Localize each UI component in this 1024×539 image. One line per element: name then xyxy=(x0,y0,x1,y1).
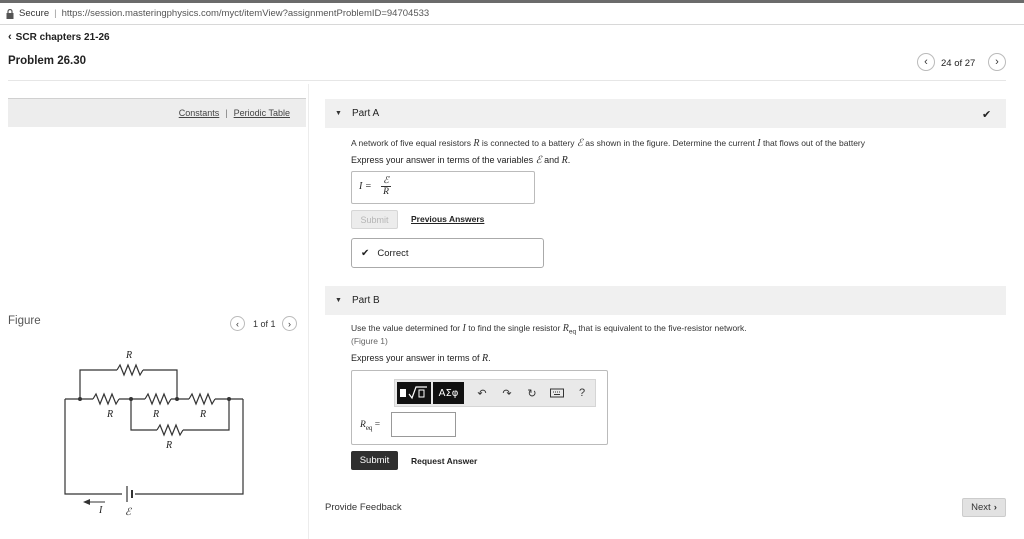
header-divider xyxy=(8,80,1006,81)
radical-icon xyxy=(408,386,428,400)
provide-feedback-link[interactable]: Provide Feedback xyxy=(325,502,402,513)
figure-counter: 1 of 1 xyxy=(253,319,276,329)
resistor-label-r2: R xyxy=(153,409,160,420)
reset-icon[interactable]: ↻ xyxy=(527,387,537,400)
resources-toolbar xyxy=(8,98,306,127)
constants-link[interactable]: Constants xyxy=(178,108,220,118)
templates-button[interactable] xyxy=(397,382,431,404)
secure-label: Secure xyxy=(19,8,50,19)
circuit-node xyxy=(227,397,231,401)
next-button[interactable] xyxy=(962,498,1006,517)
redo-icon[interactable]: ↷ xyxy=(502,387,512,400)
resistor-label-top: R xyxy=(126,350,133,361)
part-a-header[interactable] xyxy=(325,99,1006,128)
correct-feedback xyxy=(351,238,544,268)
chevron-right-icon: › xyxy=(288,318,291,329)
problem-counter: 24 of 27 xyxy=(941,58,976,69)
part-b-header[interactable] xyxy=(325,286,1006,315)
resistor-label-r3: R xyxy=(200,409,207,420)
figure-label: Figure xyxy=(8,315,41,327)
part-a-submit-button: Submit xyxy=(351,210,398,229)
part-a-answer-fraction xyxy=(381,176,391,197)
part-a-answer-label: I = xyxy=(359,181,372,192)
chevron-left-icon: ‹ xyxy=(8,31,12,43)
circuit-wire xyxy=(65,399,122,494)
part-a-answer-box xyxy=(351,171,535,204)
circuit-figure xyxy=(55,340,265,520)
resistor-r2-zigzag xyxy=(145,394,171,404)
part-b-instruction: Express your answer in terms of R. xyxy=(351,353,491,364)
resistor-label-r1: R xyxy=(107,409,114,420)
correct-label: Correct xyxy=(377,247,409,259)
previous-answers-link[interactable]: Previous Answers xyxy=(411,214,485,224)
resistor-r3-zigzag xyxy=(189,394,215,404)
request-answer-link[interactable]: Request Answer xyxy=(411,456,478,466)
circuit-wire xyxy=(135,399,243,494)
chevron-left-icon: ‹ xyxy=(236,318,239,329)
current-label: I xyxy=(99,505,103,516)
chevron-left-icon: ‹ xyxy=(924,56,928,68)
part-b-answer-label: $R_{eq}$ = xyxy=(360,420,381,432)
resistor-top-zigzag xyxy=(117,365,143,375)
circuit-node xyxy=(78,397,82,401)
address-separator: | xyxy=(54,8,57,19)
triangle-down-icon: ▼ xyxy=(335,297,342,304)
panel-divider xyxy=(308,84,309,539)
emf-label: ℰ xyxy=(125,507,132,518)
toolbar-separator: | xyxy=(225,108,228,118)
part-a-title: Part A xyxy=(351,108,380,119)
periodic-table-link[interactable]: Periodic Table xyxy=(233,108,290,118)
lock-icon xyxy=(6,9,14,19)
back-to-assignment-link[interactable] xyxy=(8,31,110,43)
current-arrow-head xyxy=(83,499,90,505)
next-figure-button[interactable] xyxy=(282,316,297,331)
math-toolbar xyxy=(394,379,596,407)
circuit-node xyxy=(129,397,133,401)
template-square-icon xyxy=(400,389,406,397)
chevron-right-icon: › xyxy=(993,502,997,513)
part-a-instruction: Express your answer in terms of the variables ℰ and R. xyxy=(351,155,571,166)
fraction-denominator: R xyxy=(383,187,389,197)
resistor-r1-zigzag xyxy=(93,394,119,404)
resistor-bottom-zigzag xyxy=(157,425,183,435)
previous-figure-button[interactable] xyxy=(230,316,245,331)
help-icon[interactable]: ? xyxy=(578,387,586,399)
checkmark-icon: ✔ xyxy=(982,109,992,121)
previous-problem-button[interactable] xyxy=(917,53,935,71)
assignment-name: SCR chapters 21-26 xyxy=(15,31,110,43)
chevron-right-icon: › xyxy=(995,56,999,68)
next-problem-button[interactable] xyxy=(988,53,1006,71)
checkmark-icon: ✔ xyxy=(361,247,370,259)
part-b-title: Part B xyxy=(351,295,380,306)
address-bar[interactable] xyxy=(0,3,1024,25)
req-answer-input[interactable] xyxy=(391,412,456,437)
resistor-label-bottom: R xyxy=(166,440,173,451)
fraction-numerator: ℰ xyxy=(381,176,391,187)
part-b-question: Use the value determined for I to find the single resistor $R_{eq}$ that is equivalent to the five-resistor network. xyxy=(351,323,747,336)
undo-icon[interactable]: ↶ xyxy=(477,387,487,400)
url-text[interactable]: https://session.masteringphysics.com/myct/itemView?assignmentProblemID=94704533 xyxy=(61,8,430,19)
problem-title: Problem 26.30 xyxy=(8,55,86,67)
circuit-node xyxy=(175,397,179,401)
symbols-button[interactable]: ΑΣφ xyxy=(433,382,464,404)
part-a-question: A network of five equal resistors R is connected to a battery ℰ as shown in the figure. Determine the current I that flows out of the battery xyxy=(351,138,865,149)
triangle-down-icon: ▼ xyxy=(335,110,342,117)
figure-reference-link[interactable]: (Figure 1) xyxy=(351,336,388,346)
next-label: Next xyxy=(971,502,991,513)
keyboard-icon[interactable] xyxy=(550,388,564,398)
part-b-submit-button[interactable]: Submit xyxy=(351,451,398,470)
